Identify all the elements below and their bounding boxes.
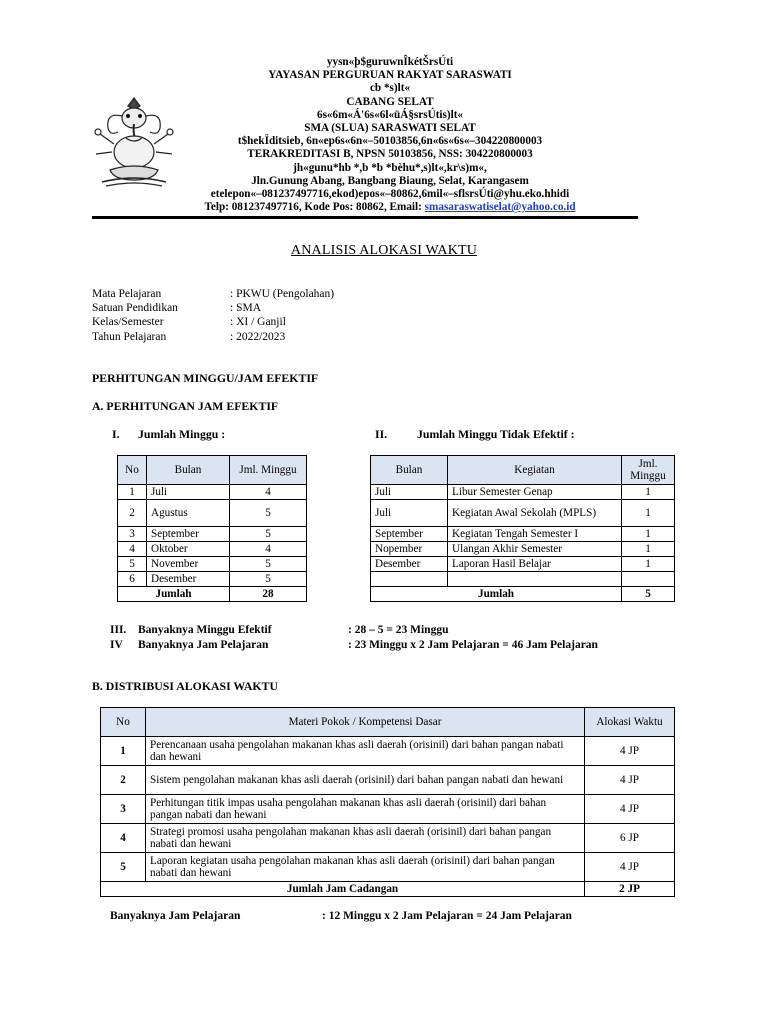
cell-month: Desember (371, 557, 448, 572)
cell-material: Sistem pengolahan makanan khas asli daerah (orisinil) dari bahan pangan nabati dan hewani (146, 766, 585, 795)
table-row (371, 485, 675, 500)
cell-activity: Kegiatan Awal Sekolah (MPLS) (448, 500, 622, 527)
cell-no: 1 (118, 485, 147, 500)
cell-month: November (147, 557, 230, 572)
ganesha-emblem-icon (88, 94, 180, 190)
cell-month: Nopember (371, 542, 448, 557)
cell-month: Oktober (147, 542, 230, 557)
table-header-row (101, 708, 675, 737)
subject-info (92, 287, 334, 344)
document-title: ANALISIS ALOKASI WAKTU (290, 243, 478, 258)
cell-weeks: 5 (230, 557, 307, 572)
section-heading-main: PERHITUNGAN MINGGU/JAM EFEKTIF (92, 371, 319, 385)
info-label: Satuan Pendidikan (92, 302, 178, 315)
cell-no: 6 (118, 572, 147, 587)
calc-number: III. (110, 624, 127, 636)
subsection-ii-number: II. (375, 427, 388, 441)
address: Jln.Gunung Abang, Bangbang Biaung, Selat, Karangasem (251, 174, 529, 187)
cell-allocation: 6 JP (585, 824, 675, 853)
reserve-value: 2 JP (585, 882, 675, 897)
cell-weeks: 1 (622, 542, 675, 557)
column-header: Bulan (371, 456, 448, 485)
table-row (371, 542, 675, 557)
reserve-label: Jumlah Jam Cadangan (101, 882, 585, 897)
table-row (101, 824, 675, 853)
section-heading-b: B. DISTRIBUSI ALOKASI WAKTU (92, 679, 278, 693)
cell-material: Strategi promosi usaha pengolahan makanan khas asli daerah (orisinil) dari bahan pangan nabati dan hewani (146, 824, 585, 853)
cell-material: Perhitungan titik impas usaha pengolahan makanan khas asli daerah (orisinil) dari bahan pangan nabati dan hewani (146, 795, 585, 824)
column-header: Jml. Minggu (622, 456, 675, 485)
cell-no: 1 (101, 737, 146, 766)
letterhead-script-line-3: 6s«6m«Á'6s«6l«üÁ§srsÚtis)lt« (316, 108, 464, 121)
school-name: SMA (SLUA) SARASWATI SELAT (304, 122, 476, 135)
section-heading-a: A. PERHITUNGAN JAM EFEKTIF (92, 399, 279, 413)
accreditation: TERAKREDITASI B, NPSN 50103856, NSS: 304220800003 (247, 148, 533, 161)
cell-activity: Kegiatan Tengah Semester I (448, 527, 622, 542)
cell-no: 3 (101, 795, 146, 824)
calc-block (110, 623, 598, 653)
info-row (92, 287, 334, 301)
column-header: Alokasi Waktu (585, 708, 675, 737)
cell-no: 5 (101, 853, 146, 882)
cell-weeks: 5 (230, 527, 307, 542)
info-value: : XI / Ganjil (230, 316, 286, 329)
subsection-i-label: Jumlah Minggu : (138, 427, 226, 441)
table-row (371, 500, 675, 527)
table-row (371, 527, 675, 542)
table-row (118, 542, 307, 557)
cell-weeks: 1 (622, 557, 675, 572)
cell-weeks: 4 (230, 542, 307, 557)
table-row (118, 572, 307, 587)
column-header: Materi Pokok / Kompetensi Dasar (146, 708, 585, 737)
branch-name: CABANG SELAT (346, 95, 434, 108)
subsection-ii-label: Jumlah Minggu Tidak Efektif : (417, 427, 575, 441)
cell-weeks: 5 (230, 572, 307, 587)
table-header-row (118, 456, 307, 485)
table-row (118, 527, 307, 542)
cell-month: Agustus (147, 500, 230, 527)
cell-allocation: 4 JP (585, 737, 675, 766)
email-link[interactable]: smasaraswatiselat@yahoo.co.id (424, 201, 576, 214)
cell-material: Laporan kegiatan usaha pengolahan makanan khas asli daerah (orisinil) dari bahan pangan nabati dan hewani (146, 853, 585, 882)
cell-month: Desember (147, 572, 230, 587)
cell-weeks: 5 (230, 500, 307, 527)
header-divider (92, 216, 638, 219)
cell-no: 5 (118, 557, 147, 572)
total-value: 28 (230, 587, 307, 602)
cell-month: September (147, 527, 230, 542)
cell-no: 2 (101, 766, 146, 795)
cell-weeks: 4 (230, 485, 307, 500)
contact-line (140, 201, 640, 214)
final-calc (110, 909, 572, 924)
final-value: : 12 Minggu x 2 Jam Pelajaran = 24 Jam Pelajaran (322, 910, 572, 922)
calc-label: Banyaknya Jam Pelajaran (138, 639, 269, 651)
column-header: Kegiatan (448, 456, 622, 485)
subsection-i-number: I. (112, 427, 120, 441)
table-row (118, 557, 307, 572)
letterhead-script-line-2: cb *s)lt« (369, 82, 411, 95)
cell-allocation: 4 JP (585, 853, 675, 882)
letterhead-script-line-1: yysn«þ$guruwnÎkétŠrsÚti (326, 56, 454, 68)
letterhead-script-line-5: jh«gunu*hb *,b *b *bèhu*,s)lt«,kr\s)m«, (293, 161, 487, 174)
cell-weeks (622, 572, 675, 587)
cell-material: Perencanaan usaha pengolahan makanan khas asli daerah (orisinil) dari bahan pangan nabati dan hewani (146, 737, 585, 766)
column-header: No (101, 708, 146, 737)
cell-month (371, 572, 448, 587)
cell-activity: Ulangan Akhir Semester (448, 542, 622, 557)
contact-prefix: Telp: 081237497716, Kode Pos: 80862, Email: (204, 201, 425, 214)
distribution-table (100, 707, 675, 897)
table-row (371, 557, 675, 572)
table-row (101, 737, 675, 766)
foundation-name: YAYASAN PERGURUAN RAKYAT SARASWATI (268, 69, 512, 82)
cell-no: 3 (118, 527, 147, 542)
info-value: : SMA (230, 302, 261, 315)
letterhead (170, 56, 610, 214)
column-header: Jml. Minggu (230, 456, 307, 485)
table-row (101, 766, 675, 795)
info-label: Tahun Pelajaran (92, 330, 167, 343)
table-row (101, 795, 675, 824)
cell-no: 4 (101, 824, 146, 853)
table-row (118, 500, 307, 527)
cell-no: 4 (118, 542, 147, 557)
info-row (92, 330, 334, 344)
cell-month: Juli (371, 500, 448, 527)
cell-weeks: 1 (622, 527, 675, 542)
table-total-row (371, 587, 675, 602)
column-header: Bulan (147, 456, 230, 485)
total-label: Jumlah (118, 587, 230, 602)
cell-month: September (371, 527, 448, 542)
non-effective-weeks-table (370, 455, 675, 602)
table-total-row (118, 587, 307, 602)
info-label: Mata Pelajaran (92, 288, 162, 300)
cell-activity: Libur Semester Genap (448, 485, 622, 500)
letterhead-script-line-4: t$hekÏditsieb, 6n«ep6s«6n«–50103856,6n«6s«6s«–304220800003 (237, 135, 543, 148)
table-total-row (101, 882, 675, 897)
info-row (92, 301, 334, 315)
cell-activity: Laporan Hasil Belajar (448, 557, 622, 572)
total-value: 5 (622, 587, 675, 602)
calc-row (110, 623, 598, 638)
calc-value: : 23 Minggu x 2 Jam Pelajaran = 46 Jam Pelajaran (348, 639, 598, 651)
cell-month: Juli (147, 485, 230, 500)
cell-activity (448, 572, 622, 587)
column-header: No (118, 456, 147, 485)
info-row (92, 315, 334, 329)
cell-allocation: 4 JP (585, 766, 675, 795)
cell-weeks: 1 (622, 500, 675, 527)
calc-row (110, 638, 598, 653)
info-value: : 2022/2023 (230, 330, 286, 343)
cell-no: 2 (118, 500, 147, 527)
table-row (371, 572, 675, 587)
calc-label: Banyaknya Minggu Efektif (138, 624, 272, 636)
cell-month: Juli (371, 485, 448, 500)
letterhead-script-line-6: etelepon«–081237497716,ekod)epos«–80862,6mil«–sflsrsÚti@yhu.eko.hhidi (210, 188, 570, 201)
total-label: Jumlah (371, 587, 622, 602)
info-label: Kelas/Semester (92, 316, 164, 329)
table-row (101, 853, 675, 882)
table-row (118, 485, 307, 500)
calc-value: : 28 – 5 = 23 Minggu (348, 624, 449, 636)
final-label: Banyaknya Jam Pelajaran (110, 910, 241, 922)
calc-number: IV (110, 639, 123, 651)
weeks-table (117, 455, 307, 602)
table-header-row (371, 456, 675, 485)
cell-allocation: 4 JP (585, 795, 675, 824)
info-value: : PKWU (Pengolahan) (230, 288, 335, 300)
cell-weeks: 1 (622, 485, 675, 500)
